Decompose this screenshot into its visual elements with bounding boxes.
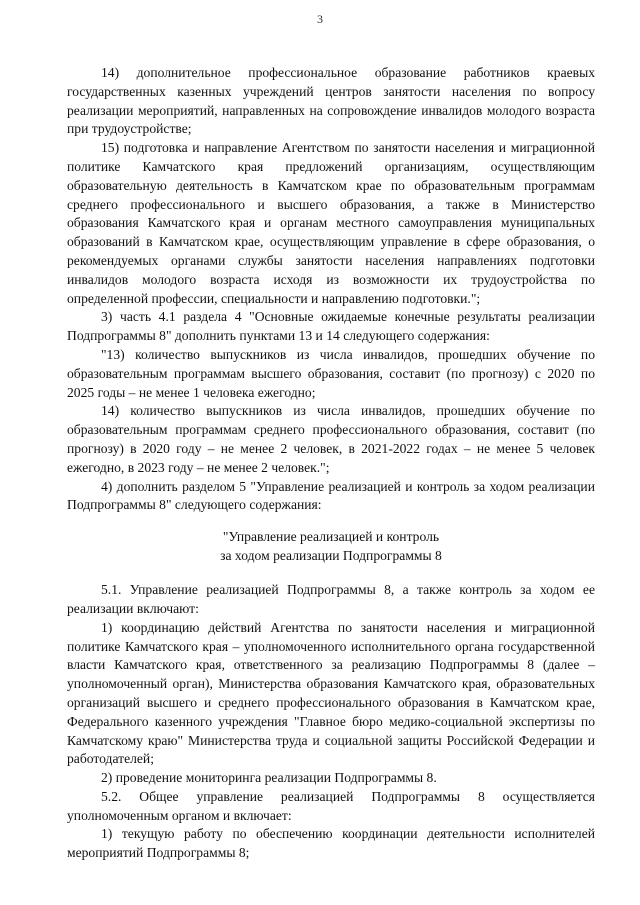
paragraph-item-14: 14) дополнительное профессиональное образование работников краевых государственных казенных учреждений центров занятости населения по вопросу реализации мероприятий, направленных на сопровождение инвалидов молодого возраста при трудоустройстве;	[67, 65, 595, 137]
paragraph-5-1-item-2: 2) проведение мониторинга реализации Подпрограммы 8.	[101, 770, 437, 786]
paragraph-5-2-item-1: 1) текущую работу по обеспечению координации деятельности исполнителей мероприятий Подпрограммы 8;	[67, 826, 595, 861]
section-heading	[67, 527, 595, 565]
paragraph-item-15: 15) подготовка и направление Агентством по занятости населения и миграционной политике Камчатского края предложений организациям, осуществляющим образовательную деятельность в Камчатском крае по образовательным программам среднего профессионального и высшего образования, а также в Министерство образования Камчатского края и органам местного самоуправления муниципальных образований в Камчатском крае, осуществляющим управление в сфере образования, о рекомендуемых органами службы занятости населения направлениях подготовки инвалидов молодого возраста исходя из возможности их трудоустройства по определенной профессии, специальности и направлению подготовки.";	[67, 140, 595, 306]
paragraph-amendment-3: 3) часть 4.1 раздела 4 "Основные ожидаемые конечные результаты реализации Подпрограммы 8" дополнить пунктами 13 и 14 следующего содержания:	[67, 309, 595, 344]
document-body	[67, 64, 595, 863]
paragraph-5-1-item-1: 1) координацию действий Агентства по занятости населения и миграционной политике Камчатского края – уполномоченного исполнительного органа государственной власти Камчатского края, ответственного за реализацию Подпрограммы 8 (далее – уполномоченный орган), Министерства образования Камчатского края, образовательных организаций высшего и среднего профессионального образования в Камчатском крае, Федерального казенного учреждения "Главное бюро медико-социальной экспертизы по Камчатскому краю" Министерства труда и социальной защиты Российской Федерации и работодателей;	[67, 619, 595, 767]
paragraph-5-2: 5.2. Общее управление реализацией Подпрограммы 8 осуществляется уполномоченным органом и включает:	[67, 788, 595, 823]
paragraph-amendment-4: 4) дополнить разделом 5 "Управление реализацией и контроль за ходом реализации Подпрограммы 8" следующего содержания:	[67, 478, 595, 513]
paragraph-result-14: 14) количество выпускников из числа инвалидов, прошедших обучение по образовательным программам среднего профессионального образования, составит (по прогнозу) в 2020 году – не менее 2 человек, в 2021-2022 годах – не менее 5 человек ежегодно, в 2023 году – не менее 2 человек.";	[67, 403, 595, 475]
page-number: 3	[317, 12, 323, 26]
section-heading-line-2: за ходом реализации Подпрограммы 8	[220, 548, 442, 564]
paragraph-result-13: "13) количество выпускников из числа инвалидов, прошедших обучение по образовательным программам высшего образования, составит (по прогнозу) с 2020 по 2025 годы – не менее 1 человека ежегодно;	[67, 346, 595, 400]
paragraph-5-1: 5.1. Управление реализацией Подпрограммы 8, а также контроль за ходом ее реализации включают:	[67, 582, 595, 616]
section-heading-line-1: "Управление реализацией и контроль	[222, 529, 440, 545]
